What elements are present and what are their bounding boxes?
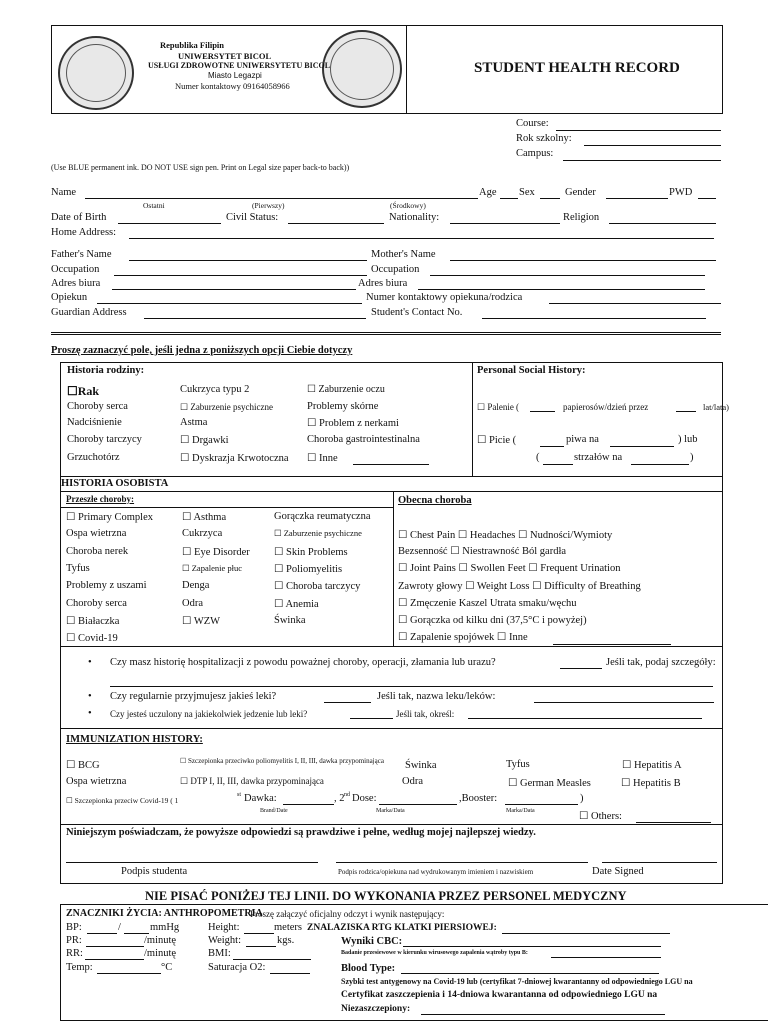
course-label: Course: [516, 118, 549, 129]
imm-others[interactable]: ☐ Others: [579, 811, 622, 822]
family-item-seizure[interactable]: ☐ Drgawki [180, 435, 229, 446]
blood-type-label: Blood Type: [341, 963, 396, 974]
past-illness-item[interactable]: Ospa wietrzna [66, 528, 127, 540]
past-illness-item[interactable]: Problemy z uszami [66, 580, 147, 592]
first-name-caption: (Pierwszy) [252, 201, 285, 210]
past-illness-item[interactable]: ☐ Choroba tarczycy [274, 581, 361, 593]
civil-status-label: Civil Status: [226, 212, 279, 223]
family-item-asthma[interactable]: Astma [180, 417, 208, 428]
temp-unit: °C [161, 962, 173, 973]
shots-open: ( [536, 452, 540, 463]
blood-type-field[interactable] [401, 973, 659, 974]
name-field[interactable] [85, 198, 478, 199]
smoking-per-day: papierosów/dzień przez [563, 402, 649, 412]
bp-unit: mmHg [150, 922, 180, 933]
height-unit: meters [274, 922, 302, 933]
family-item-cancer[interactable]: ☐Rak [67, 384, 100, 398]
student-contact-label: Student's Contact No. [371, 307, 463, 318]
bp-label: BP: [66, 922, 82, 933]
school-year-field[interactable] [584, 145, 721, 146]
imm-dose2-sup: nd [344, 792, 350, 798]
father-occupation-field[interactable] [114, 275, 367, 276]
mother-occupation-field[interactable] [430, 275, 705, 276]
family-history-title: Historia rodziny: [67, 365, 145, 376]
past-illness-item[interactable]: ☐ Zapalenie płuc [182, 562, 243, 573]
weight-field[interactable] [246, 946, 276, 947]
past-illness-item[interactable]: ☐ Asthma [182, 512, 227, 523]
father-occupation-label: Occupation [51, 264, 100, 275]
imm-dose2-field[interactable] [379, 804, 457, 805]
imm-dtp[interactable]: ☐ DTP I, II, III, dawka przypominająca [180, 776, 324, 786]
q2-medications: Czy regularnie przyjmujesz jakieś leki? [110, 691, 277, 702]
pr-field[interactable] [86, 946, 144, 947]
personal-history-header-line [60, 491, 723, 492]
immunization-title: IMMUNIZATION HISTORY: [66, 734, 203, 745]
present-illness-item[interactable]: ☐ Chest Pain ☐ Headaches ☐ Nudności/Wymioty [398, 530, 613, 541]
health-services-name: USŁUGI ZDROWOTNE UNIWERSYTETU BICOL [148, 61, 331, 70]
cbc-field[interactable] [403, 946, 661, 947]
o2-sat-label: Saturacja O2: [208, 962, 266, 973]
q1-details-field[interactable] [110, 686, 713, 687]
ink-instruction: (Use BLUE permanent ink. DO NOT USE sign pen. Print on Legal size paper back-to back)) [51, 163, 350, 172]
parent-signature-field[interactable] [336, 862, 588, 863]
mother-occupation-label: Occupation [371, 264, 420, 275]
form-title: STUDENT HEALTH RECORD [474, 60, 680, 76]
imm-german-measles[interactable]: ☐ German Measles [508, 778, 591, 789]
home-address-label: Home Address: [51, 227, 117, 238]
hepb-test-field[interactable] [551, 957, 661, 958]
rr-field[interactable] [85, 959, 144, 960]
bp-slash: / [118, 922, 121, 933]
q3-specify-label: Jeśli tak, określ: [396, 709, 455, 719]
home-address-field[interactable] [129, 238, 714, 239]
personal-history-title: HISTORIA OSOBISTA [61, 478, 169, 489]
imm-covid[interactable]: ☐ Szczepionka przeciw Covid-19 ( 1 [66, 796, 179, 805]
father-office-label: Adres biura [51, 278, 101, 289]
imm-close-paren: ) [580, 793, 584, 804]
attach-instruction: Proszę załączyć oficjalny odczyt i wynik następujący: [250, 909, 445, 919]
imm-others-field[interactable] [636, 822, 711, 823]
guardian-field[interactable] [97, 303, 362, 304]
sex-label: Sex [519, 187, 535, 198]
height-field[interactable] [244, 933, 274, 934]
mother-office-field[interactable] [418, 289, 705, 290]
student-signature-field[interactable] [66, 862, 318, 863]
past-illness-item[interactable]: ☐ Primary Complex [66, 512, 153, 523]
pr-label: PR: [66, 935, 82, 946]
section-divider [51, 332, 721, 335]
nationality-label: Nationality: [389, 212, 440, 223]
family-item-blood[interactable]: ☐ Dyskrazja Krwotoczna [180, 453, 289, 464]
imm-brand-caption-2: Marka/Data [376, 808, 405, 814]
school-year-label: Rok szkolny: [516, 133, 572, 144]
present-illness-item[interactable]: ☐ Joint Pains ☐ Swollen Feet ☐ Frequent Urination [398, 563, 621, 574]
pwd-field[interactable] [698, 198, 716, 199]
university-seal-logo [58, 36, 134, 110]
past-illness-title: Przeszłe choroby: [66, 494, 135, 504]
imm-dose2-pre: , 2 [334, 793, 345, 804]
pwd-label: PWD [669, 187, 693, 198]
present-illness-title: Obecna choroba [398, 495, 472, 506]
hepb-test-label: Badanie przesiewowe w kierunku wirusowego zapalenia wątroby typu B: [341, 950, 528, 956]
guardian-address-label: Guardian Address [51, 307, 127, 318]
past-illness-item[interactable]: Gorączka reumatyczna [274, 511, 371, 522]
q1-details-label: Jeśli tak, podaj szczegóły: [606, 657, 716, 668]
covid-test-label: Szybki test antygenowy na Covid-19 lub (certyfikat 7-dniowej kwarantanny od odpowiedniego LGU na [341, 977, 693, 986]
bmi-label: BMI: [208, 948, 231, 959]
past-illness-item[interactable]: ☐ Eye Disorder [182, 546, 250, 558]
pr-unit: /minutę [144, 935, 177, 946]
father-field[interactable] [129, 260, 367, 261]
shots-close: ) [690, 452, 694, 463]
drinking-label[interactable]: ☐ Picie ( [477, 435, 517, 446]
date-signed-field[interactable] [602, 862, 717, 863]
imm-booster-field[interactable] [505, 804, 578, 805]
family-item-psych[interactable]: ☐ Zaburzenie psychiczne [180, 402, 274, 412]
family-item-diabetes[interactable]: Cukrzyca typu 2 [180, 384, 250, 395]
q2-answer-field[interactable] [324, 702, 371, 703]
imm-dose1-label: Dawka: [244, 793, 277, 804]
past-present-divider [393, 491, 394, 646]
weight-unit: kgs. [277, 935, 295, 946]
present-illness-item[interactable]: ☐ Zapalenie spojówek ☐ Inne [398, 632, 528, 643]
header-divider [406, 25, 407, 114]
father-label: Father's Name [51, 249, 112, 260]
past-illness-item[interactable]: Odra [182, 597, 203, 609]
medical-banner: NIE PISAĆ PONIŻEJ TEJ LINII. DO WYKONANIA PRZEZ PERSONEL MEDYCZNY [145, 889, 627, 903]
check-prompt: Proszę zaznaczyć pole, jeśli jedna z poniższych opcji Ciebie dotyczy [51, 345, 353, 356]
bp-diastolic-field[interactable] [124, 933, 149, 934]
vital-signs-title: ZNACZNIKI ŻYCIA: ANTHROPOMETRIA [66, 908, 263, 919]
gender-label: Gender [565, 187, 596, 198]
questions-bottom-line [60, 728, 723, 729]
beer-count-field[interactable] [540, 446, 564, 447]
name-label: Name [51, 187, 77, 198]
past-title-line [60, 507, 393, 508]
past-illness-item[interactable]: ☐ Zaburzenie psychiczne [274, 528, 362, 539]
religion-label: Religion [563, 212, 600, 223]
cbc-label: Wyniki CBC: [341, 936, 403, 947]
last-name-caption: Ostatni [143, 201, 165, 210]
campus-field[interactable] [563, 160, 721, 161]
social-history-title: Personal Social History: [477, 365, 586, 376]
imm-dose1-field[interactable] [283, 804, 334, 805]
age-field[interactable] [500, 198, 518, 199]
rr-unit: /minutę [144, 948, 177, 959]
date-signed-label: Date Signed [592, 866, 644, 877]
present-illness-item[interactable]: Bezsenność ☐ Niestrawność Ból gardła [398, 546, 567, 557]
imm-measles[interactable]: Odra [402, 776, 423, 787]
certification-statement: Niniejszym poświadczam, że powyższe odpowiedzi są prawdziwe i pełne, według mojej najlepszej wiedzy. [66, 827, 536, 838]
family-item-thyroid[interactable]: Choroby tarczycy [67, 434, 142, 445]
past-illness-item[interactable]: ☐ Anemia [274, 598, 319, 610]
q1-hospitalization: Czy masz historię hospitalizacji z powodu poważnej choroby, operacji, złamania lub urazu? [110, 657, 496, 668]
past-illness-item[interactable]: ☐ Skin Problems [274, 546, 348, 558]
gender-field[interactable] [606, 198, 668, 199]
guardian-address-field[interactable] [144, 318, 366, 319]
father-office-field[interactable] [112, 289, 356, 290]
o2-sat-field[interactable] [270, 973, 310, 974]
shots-per: strzałów na [574, 452, 623, 463]
guardian-label: Opiekun [51, 292, 88, 303]
imm-booster-label: ,Booster: [459, 793, 498, 804]
middle-name-caption: (Środkowy) [390, 201, 426, 210]
xray-label: ZNALAZISKA RTG KLATKI PIERSIOWEJ: [307, 923, 497, 933]
present-illness-item[interactable]: ☐ Gorączka od kilku dni (37,5°C i powyżej) [398, 615, 587, 626]
republic-text: Republika Filipin [160, 40, 225, 50]
imm-brand-caption-3: Marka/Data [506, 808, 535, 814]
xray-field[interactable] [502, 933, 670, 934]
past-illness-item[interactable]: Tyfus [66, 562, 90, 574]
mother-office-label: Adres biura [358, 278, 408, 289]
past-illness-item[interactable]: ☐ Covid-19 [66, 633, 118, 645]
past-illness-item[interactable]: Cukrzyca [182, 528, 223, 540]
smoking-years: lat/lata) [703, 402, 729, 412]
q3-specify-field[interactable] [468, 718, 702, 719]
mother-label: Mother's Name [371, 249, 436, 260]
beer-or: ) lub [678, 434, 698, 445]
nationality-field[interactable] [450, 223, 560, 224]
family-item-other[interactable]: ☐ Inne [307, 453, 338, 464]
religion-field[interactable] [609, 223, 716, 224]
present-illness-item[interactable]: Zawroty głowy ☐ Weight Loss ☐ Difficulty of Breathing [398, 581, 641, 592]
temp-label: Temp: [66, 962, 93, 973]
history-bottom-line [60, 646, 723, 647]
course-field[interactable] [556, 130, 721, 131]
q3-allergies: Czy jesteś uczulony na jakiekolwiek jedzenie lub leki? [110, 709, 308, 719]
q2-names-label: Jeśli tak, nazwa leku/leków: [377, 691, 496, 702]
city-text: Miasto Legazpi [208, 71, 262, 80]
family-item-hypertension[interactable]: Nadciśnienie [67, 417, 122, 428]
family-item-gi[interactable]: Choroba gastrointestinalna [307, 434, 420, 445]
guardian-contact-field[interactable] [549, 303, 721, 304]
height-label: Height: [208, 922, 240, 933]
guardian-contact-label: Numer kontaktowy opiekuna/rodzica [366, 292, 523, 303]
bmi-field[interactable] [233, 959, 311, 960]
imm-brand-caption-1: Brand/Date [260, 808, 288, 814]
smoking-label[interactable]: ☐ Palenie ( [477, 402, 520, 412]
family-item-skin[interactable]: Problemy skórne [307, 401, 379, 412]
present-other-field[interactable] [553, 644, 671, 645]
family-item-kidney[interactable]: ☐ Problem z nerkami [307, 418, 399, 429]
bp-systolic-field[interactable] [87, 933, 117, 934]
smoking-years-field[interactable] [676, 411, 696, 412]
imm-hepb[interactable]: ☐ Hepatitis B [621, 778, 681, 789]
q2-bullet: • [88, 691, 92, 702]
beer-per: piwa na [566, 434, 599, 445]
health-services-seal-logo [322, 30, 402, 108]
rr-label: RR: [66, 948, 83, 959]
family-row-bottom [60, 476, 723, 477]
past-illness-item[interactable]: Choroby serca [66, 597, 127, 609]
family-other-field[interactable] [353, 464, 429, 465]
unvaccinated-label: Niezaszczepiony: [341, 1004, 411, 1014]
imm-dose1-sup: st [237, 792, 242, 798]
student-contact-field[interactable] [482, 318, 706, 319]
university-name: UNIWERSYTET BICOL [178, 51, 272, 61]
shots-count-field[interactable] [543, 464, 573, 465]
family-item-eye[interactable]: ☐ Zaburzenie oczu [307, 384, 385, 395]
family-item-tb[interactable]: Grzuchotórz [67, 452, 120, 463]
campus-label: Campus: [516, 148, 554, 159]
past-illness-item[interactable]: ☐ Poliomyelitis [274, 563, 343, 575]
shots-period-field[interactable] [631, 464, 689, 465]
q3-answer-field[interactable] [350, 718, 393, 719]
age-label: Age [479, 187, 497, 198]
dob-field[interactable] [118, 223, 221, 224]
past-illness-item[interactable]: Denga [182, 580, 210, 592]
dob-label: Date of Birth [51, 212, 107, 223]
unvaccinated-field[interactable] [421, 1014, 665, 1015]
temp-field[interactable] [97, 973, 161, 974]
past-illness-item[interactable]: ☐ Białaczka [66, 615, 120, 627]
imm-mumps[interactable]: Świnka [405, 760, 437, 771]
imm-bcg[interactable]: ☐ BCG [66, 760, 100, 771]
q3-bullet: • [88, 708, 92, 719]
imm-varicella[interactable]: Ospa wietrzna [66, 776, 127, 787]
present-illness-item[interactable]: ☐ Zmęczenie Kaszel Utrata smaku/węchu [398, 598, 577, 609]
imm-polio[interactable]: ☐ Szczepionka przeciwko poliomyelitis I, II, III, dawka przypominająca [180, 757, 384, 765]
immunization-bottom-line [60, 824, 723, 825]
mother-field[interactable] [450, 260, 716, 261]
beer-period-field[interactable] [610, 446, 674, 447]
parent-signature-label: Podpis rodzica/opiekuna nad wydrukowanym imieniem i nazwiskiem [338, 868, 534, 876]
family-item-heart[interactable]: Choroby serca [67, 401, 128, 412]
student-signature-label: Podpis studenta [121, 866, 188, 877]
q1-answer-field[interactable] [560, 668, 602, 669]
smoking-count-field[interactable] [530, 411, 555, 412]
q2-names-field[interactable] [534, 702, 714, 703]
imm-hepa[interactable]: ☐ Hepatitis A [622, 760, 682, 771]
weight-label: Weight: [208, 935, 241, 946]
past-illness-item[interactable]: Choroba nerek [66, 545, 129, 557]
contact-text: Numer kontaktowy 09164058966 [175, 81, 290, 91]
family-social-divider [472, 362, 473, 476]
vaccination-cert-label: Certyfikat zaszczepienia i 14-dniowa kwarantanna od odpowiedniego LGU na [341, 990, 658, 1000]
civil-status-field[interactable] [288, 223, 384, 224]
sex-field[interactable] [540, 198, 560, 199]
imm-dose2-label: Dose: [352, 793, 377, 804]
q1-bullet: • [88, 657, 92, 668]
past-illness-item[interactable]: Świnka [274, 614, 306, 626]
imm-typhoid[interactable]: Tyfus [506, 759, 530, 770]
past-illness-item[interactable]: ☐ WZW [182, 615, 221, 627]
